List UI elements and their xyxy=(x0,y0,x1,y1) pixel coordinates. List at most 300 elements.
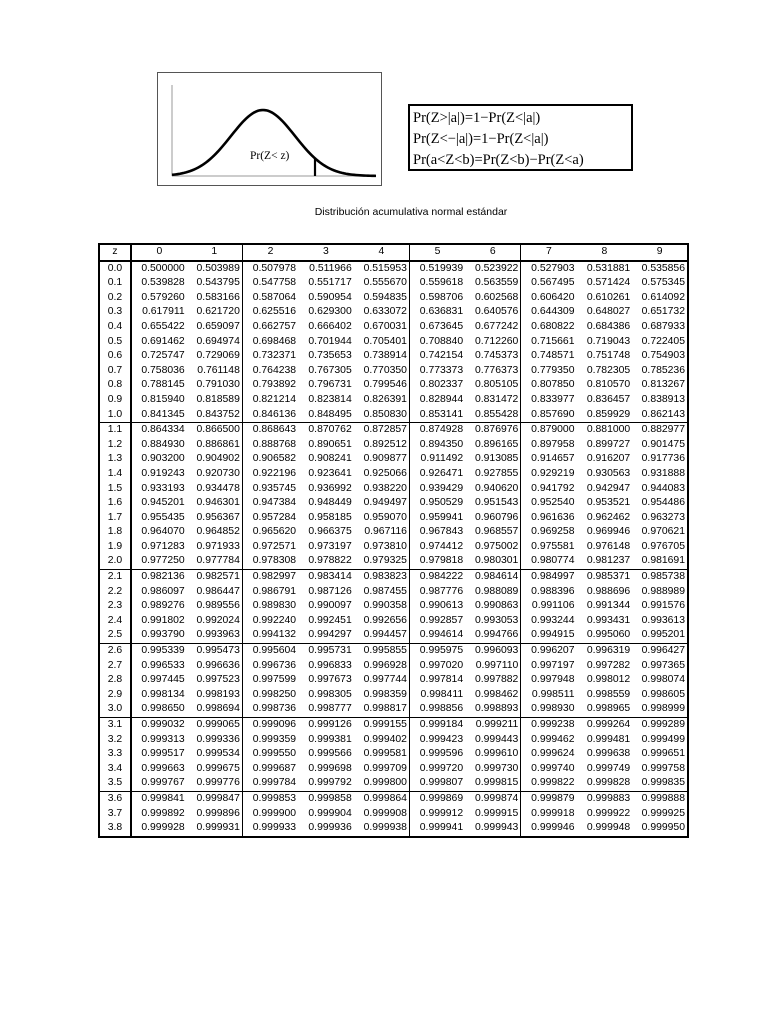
probability-cell: 0.998965 xyxy=(577,702,633,717)
z-value-cell: 3.8 xyxy=(99,821,131,837)
probability-cell: 0.930563 xyxy=(586,467,631,479)
probability-cell: 0.901475 xyxy=(641,438,685,450)
probability-cell: 0.999948 xyxy=(586,822,631,834)
probability-cell: 0.999550 xyxy=(252,748,297,760)
probability-cell: 0.983823 xyxy=(354,570,410,585)
table-row xyxy=(99,496,688,511)
probability-cell: 0.779350 xyxy=(531,364,575,376)
probability-cell: 0.882977 xyxy=(641,424,685,436)
probability-cell: 0.917736 xyxy=(641,453,685,465)
probability-cell: 0.872857 xyxy=(354,423,410,438)
probability-cell: 0.515953 xyxy=(354,261,410,277)
z-value-cell: 2.5 xyxy=(99,628,131,643)
table-row xyxy=(99,702,688,717)
probability-cell: 0.535856 xyxy=(641,262,685,274)
probability-cell: 0.868643 xyxy=(252,424,297,436)
probability-cell: 0.999928 xyxy=(141,822,185,834)
z-value-cell: 0.4 xyxy=(99,320,131,335)
probability-cell: 0.998411 xyxy=(420,688,464,700)
probability-cell: 0.988989 xyxy=(641,585,685,597)
probability-cell: 0.583166 xyxy=(187,291,243,306)
probability-cell: 0.644309 xyxy=(531,306,575,318)
probability-cell: 0.807850 xyxy=(531,379,575,391)
probability-cell: 0.999381 xyxy=(308,733,352,745)
probability-cell: 0.994915 xyxy=(521,628,577,643)
probability-cell: 0.606420 xyxy=(531,291,575,303)
probability-cell: 0.950529 xyxy=(419,497,464,509)
table-row xyxy=(99,762,688,777)
z-value-cell: 1.3 xyxy=(99,452,131,467)
probability-cell: 0.992656 xyxy=(354,614,410,629)
probability-cell: 0.782305 xyxy=(586,364,631,376)
probability-cell: 0.996636 xyxy=(187,659,243,674)
probability-cell: 0.897958 xyxy=(531,438,575,450)
z-value-cell: 2.2 xyxy=(99,585,131,600)
z-value-cell: 1.2 xyxy=(99,438,131,453)
formula-box xyxy=(408,104,633,171)
probability-cell: 0.670031 xyxy=(354,320,410,335)
probability-cell: 0.864334 xyxy=(141,424,185,436)
probability-cell: 0.571424 xyxy=(586,277,631,289)
table-row xyxy=(99,525,688,540)
z-value-cell: 2.1 xyxy=(99,570,131,585)
probability-cell: 0.773373 xyxy=(419,364,464,376)
table-row xyxy=(99,305,688,320)
probability-cell: 0.979325 xyxy=(354,554,410,569)
probability-cell: 0.987126 xyxy=(308,585,352,597)
probability-cell: 0.815940 xyxy=(141,393,185,405)
probability-cell: 0.956367 xyxy=(187,511,243,526)
table-row xyxy=(99,614,688,629)
probability-cell: 0.680822 xyxy=(531,320,575,332)
probability-cell: 0.999610 xyxy=(465,747,521,762)
probability-cell: 0.960796 xyxy=(465,511,521,526)
probability-cell: 0.793892 xyxy=(252,379,297,391)
probability-cell: 0.998777 xyxy=(298,702,354,717)
probability-cell: 0.999792 xyxy=(298,776,354,791)
probability-cell: 0.511966 xyxy=(309,262,352,274)
probability-cell: 0.712260 xyxy=(465,335,521,350)
table-row xyxy=(99,644,688,659)
probability-cell: 0.764238 xyxy=(252,364,297,376)
probability-cell: 0.567495 xyxy=(531,277,575,289)
probability-cell: 0.610261 xyxy=(586,291,631,303)
table-row xyxy=(99,335,688,350)
probability-cell: 0.999931 xyxy=(187,821,243,837)
probability-cell: 0.999709 xyxy=(354,762,410,777)
probability-cell: 0.999211 xyxy=(465,718,521,733)
column-header-0: 0 xyxy=(131,244,187,261)
probability-cell: 0.980774 xyxy=(521,554,577,569)
probability-cell: 0.999675 xyxy=(187,762,243,777)
probability-cell: 0.964070 xyxy=(141,526,185,538)
probability-cell: 0.999925 xyxy=(641,807,685,819)
table-row xyxy=(99,628,688,643)
probability-cell: 0.976148 xyxy=(586,540,631,552)
probability-cell: 0.802337 xyxy=(419,379,464,391)
probability-cell: 0.999566 xyxy=(308,748,352,760)
probability-cell: 0.987455 xyxy=(354,585,410,600)
table-row xyxy=(99,776,688,791)
probability-cell: 0.892512 xyxy=(354,438,410,453)
table-row xyxy=(99,807,688,822)
probability-cell: 0.989830 xyxy=(252,600,297,612)
probability-cell: 0.879000 xyxy=(531,424,575,436)
probability-cell: 0.984614 xyxy=(465,570,521,585)
probability-cell: 0.831472 xyxy=(465,393,521,408)
probability-cell: 0.999720 xyxy=(419,762,464,774)
probability-cell: 0.994614 xyxy=(409,628,465,643)
probability-cell: 0.999864 xyxy=(354,791,410,806)
probability-cell: 0.998694 xyxy=(187,702,243,717)
probability-cell: 0.985738 xyxy=(641,571,685,583)
probability-cell: 0.999096 xyxy=(252,719,297,730)
probability-cell: 0.913085 xyxy=(465,452,521,467)
probability-cell: 0.959070 xyxy=(354,511,410,526)
probability-cell: 0.999912 xyxy=(419,807,464,819)
probability-cell: 0.788145 xyxy=(141,379,185,391)
probability-cell: 0.999651 xyxy=(641,748,685,760)
table-row xyxy=(99,659,688,674)
probability-cell: 0.547758 xyxy=(252,277,297,289)
probability-cell: 0.940620 xyxy=(465,482,521,497)
probability-cell: 0.998250 xyxy=(252,688,297,700)
probability-cell: 0.999941 xyxy=(419,822,464,834)
probability-cell: 0.935745 xyxy=(252,482,297,494)
z-value-cell: 1.6 xyxy=(99,496,131,511)
probability-cell: 0.999184 xyxy=(419,719,464,730)
probability-cell: 0.944083 xyxy=(641,482,685,494)
z-value-cell: 2.7 xyxy=(99,659,131,674)
probability-cell: 0.640576 xyxy=(465,305,521,320)
probability-cell: 0.594835 xyxy=(354,291,410,306)
probability-cell: 0.853141 xyxy=(409,408,465,423)
z-value-cell: 1.0 xyxy=(99,408,131,423)
probability-cell: 0.995975 xyxy=(419,645,464,657)
probability-cell: 0.906582 xyxy=(252,453,297,465)
probability-cell: 0.991576 xyxy=(641,600,685,612)
probability-cell: 0.998305 xyxy=(308,688,352,700)
probability-cell: 0.655422 xyxy=(141,320,185,332)
probability-cell: 0.999596 xyxy=(419,748,464,760)
z-value-cell: 0.8 xyxy=(99,378,131,393)
z-value-cell: 1.1 xyxy=(99,423,131,438)
probability-cell: 0.617911 xyxy=(142,306,185,318)
probability-cell: 0.969946 xyxy=(586,526,631,538)
probability-cell: 0.976705 xyxy=(641,540,685,552)
z-value-cell: 1.7 xyxy=(99,511,131,526)
probability-cell: 0.987776 xyxy=(419,585,464,597)
probability-cell: 0.990613 xyxy=(419,600,464,612)
probability-cell: 0.965620 xyxy=(252,526,297,538)
probability-cell: 0.621720 xyxy=(187,305,243,320)
probability-cell: 0.629300 xyxy=(308,306,352,318)
formula-line-2: Pr(Z<−|a|)=1−Pr(Z<|a|) xyxy=(413,131,549,147)
probability-cell: 0.998605 xyxy=(641,688,685,700)
probability-cell: 0.996093 xyxy=(465,644,521,659)
probability-cell: 0.999730 xyxy=(465,762,521,777)
probability-cell: 0.791030 xyxy=(187,378,243,393)
probability-cell: 0.999858 xyxy=(308,792,352,804)
probability-cell: 0.999336 xyxy=(187,733,243,748)
probability-cell: 0.846136 xyxy=(242,408,298,423)
z-value-cell: 1.9 xyxy=(99,540,131,555)
column-header-5: 5 xyxy=(409,244,465,261)
probability-cell: 0.975002 xyxy=(465,540,521,555)
probability-cell: 0.989556 xyxy=(187,599,243,614)
probability-cell: 0.997110 xyxy=(465,659,521,674)
probability-cell: 0.997882 xyxy=(465,673,521,688)
probability-cell: 0.999517 xyxy=(141,748,185,760)
probability-cell: 0.866500 xyxy=(187,423,243,438)
probability-cell: 0.659097 xyxy=(187,320,243,335)
table-row xyxy=(99,423,688,438)
probability-cell: 0.994766 xyxy=(465,628,521,643)
probability-cell: 0.993244 xyxy=(531,614,575,626)
column-header-7: 7 xyxy=(521,244,577,261)
probability-cell: 0.986097 xyxy=(141,585,185,597)
probability-cell: 0.890651 xyxy=(308,438,352,450)
probability-cell: 0.998193 xyxy=(187,688,243,703)
probability-cell: 0.999847 xyxy=(187,791,243,806)
z-value-cell: 3.2 xyxy=(99,733,131,748)
probability-cell: 0.953521 xyxy=(586,497,631,509)
probability-cell: 0.993790 xyxy=(131,628,187,643)
table-row xyxy=(99,791,688,806)
probability-cell: 0.951543 xyxy=(465,496,521,511)
probability-cell: 0.821214 xyxy=(252,393,297,405)
probability-cell: 0.978308 xyxy=(242,554,298,569)
probability-cell: 0.999943 xyxy=(465,821,521,837)
probability-cell: 0.884930 xyxy=(141,438,185,450)
table-row xyxy=(99,452,688,467)
table-row xyxy=(99,821,688,837)
formula-line-1: Pr(Z>|a|)=1−Pr(Z<|a|) xyxy=(413,110,541,126)
probability-cell: 0.999892 xyxy=(141,807,185,819)
probability-cell: 0.551717 xyxy=(308,277,352,289)
probability-cell: 0.992240 xyxy=(252,614,297,626)
probability-cell: 0.936992 xyxy=(308,482,352,494)
probability-cell: 0.999800 xyxy=(354,776,410,791)
z-value-cell: 0.6 xyxy=(99,349,131,364)
probability-cell: 0.810570 xyxy=(586,379,631,391)
probability-cell: 0.948449 xyxy=(308,497,352,509)
probability-cell: 0.938220 xyxy=(354,482,410,497)
probability-cell: 0.999883 xyxy=(586,792,631,804)
table-row xyxy=(99,554,688,569)
probability-cell: 0.843752 xyxy=(187,408,243,423)
table-row xyxy=(99,364,688,379)
probability-cell: 0.602568 xyxy=(465,291,521,306)
probability-cell: 0.995339 xyxy=(141,645,185,657)
probability-cell: 0.952540 xyxy=(531,497,575,509)
probability-cell: 0.732371 xyxy=(252,350,297,362)
probability-cell: 0.941792 xyxy=(531,482,575,494)
probability-cell: 0.813267 xyxy=(641,379,685,391)
probability-cell: 0.992024 xyxy=(187,614,243,629)
probability-cell: 0.598706 xyxy=(419,291,464,303)
probability-cell: 0.559618 xyxy=(419,277,464,289)
probability-cell: 0.934478 xyxy=(187,482,243,497)
probability-cell: 0.999841 xyxy=(141,792,185,804)
probability-cell: 0.999663 xyxy=(141,762,185,774)
probability-cell: 0.995473 xyxy=(187,644,243,659)
column-header-6: 6 xyxy=(465,244,521,261)
probability-cell: 0.997948 xyxy=(531,674,575,686)
probability-cell: 0.991802 xyxy=(141,614,185,626)
probability-cell: 0.555670 xyxy=(354,276,410,291)
probability-cell: 0.998999 xyxy=(632,702,688,717)
probability-cell: 0.999767 xyxy=(131,776,187,791)
probability-cell: 0.993053 xyxy=(465,614,521,629)
probability-cell: 0.977784 xyxy=(187,554,243,569)
probability-cell: 0.922196 xyxy=(252,467,297,479)
probability-cell: 0.997020 xyxy=(419,659,464,671)
z-value-cell: 0.3 xyxy=(99,305,131,320)
probability-cell: 0.999749 xyxy=(586,762,631,774)
probability-cell: 0.666402 xyxy=(308,320,352,332)
probability-cell: 0.999065 xyxy=(187,718,243,733)
z-value-cell: 1.4 xyxy=(99,467,131,482)
probability-cell: 0.999946 xyxy=(531,822,575,834)
probability-cell: 0.990863 xyxy=(465,599,521,614)
probability-cell: 0.719043 xyxy=(586,335,631,347)
probability-cell: 0.988696 xyxy=(586,585,631,597)
probability-cell: 0.999126 xyxy=(308,719,352,730)
probability-cell: 0.999853 xyxy=(252,792,297,804)
table-row xyxy=(99,747,688,762)
probability-cell: 0.997197 xyxy=(531,659,575,671)
probability-cell: 0.999807 xyxy=(409,776,465,791)
probability-cell: 0.903200 xyxy=(141,453,185,465)
probability-cell: 0.955435 xyxy=(141,511,185,523)
table-row xyxy=(99,276,688,291)
probability-cell: 0.984997 xyxy=(531,571,575,583)
probability-cell: 0.995855 xyxy=(354,644,410,659)
probability-cell: 0.687933 xyxy=(641,320,685,332)
probability-cell: 0.925066 xyxy=(354,467,410,482)
z-value-cell: 2.6 xyxy=(99,644,131,659)
probability-cell: 0.999933 xyxy=(252,822,297,834)
probability-cell: 0.972571 xyxy=(252,540,297,552)
probability-cell: 0.999638 xyxy=(586,748,631,760)
probability-cell: 0.805105 xyxy=(465,378,521,393)
probability-cell: 0.662757 xyxy=(252,320,297,332)
probability-cell: 0.942947 xyxy=(586,482,631,494)
probability-cell: 0.625516 xyxy=(252,306,297,318)
probability-cell: 0.998817 xyxy=(354,702,410,717)
probability-cell: 0.998134 xyxy=(141,688,185,700)
z-value-cell: 3.5 xyxy=(99,776,131,791)
probability-cell: 0.579260 xyxy=(141,291,185,303)
probability-cell: 0.998012 xyxy=(586,674,631,686)
probability-cell: 0.997523 xyxy=(187,673,243,688)
probability-cell: 0.945201 xyxy=(141,497,185,509)
z-value-cell: 1.8 xyxy=(99,525,131,540)
probability-cell: 0.970621 xyxy=(641,526,685,538)
probability-cell: 0.992857 xyxy=(419,614,464,626)
probability-cell: 0.999776 xyxy=(187,776,243,791)
probability-cell: 0.995731 xyxy=(308,645,352,657)
probability-cell: 0.999938 xyxy=(354,821,410,837)
probability-cell: 0.694974 xyxy=(187,335,243,350)
probability-cell: 0.874928 xyxy=(419,424,464,436)
probability-cell: 0.857690 xyxy=(521,408,577,423)
column-header-2: 2 xyxy=(242,244,298,261)
probability-cell: 0.758036 xyxy=(141,364,185,376)
probability-cell: 0.748571 xyxy=(531,350,575,362)
probability-cell: 0.975581 xyxy=(531,540,575,552)
probability-cell: 0.994132 xyxy=(242,628,298,643)
probability-cell: 0.999869 xyxy=(419,792,464,804)
table-row xyxy=(99,540,688,555)
probability-cell: 0.958185 xyxy=(308,511,352,523)
table-header-row xyxy=(99,244,688,261)
probability-cell: 0.998650 xyxy=(131,702,187,717)
probability-cell: 0.999888 xyxy=(641,792,685,804)
probability-cell: 0.999402 xyxy=(354,733,410,748)
probability-cell: 0.507978 xyxy=(252,262,297,274)
table-row xyxy=(99,467,688,482)
probability-cell: 0.523922 xyxy=(465,261,521,277)
probability-cell: 0.916207 xyxy=(586,453,631,465)
table-row xyxy=(99,291,688,306)
probability-cell: 0.999918 xyxy=(531,807,575,819)
probability-cell: 0.973197 xyxy=(308,540,352,552)
z-value-cell: 0.5 xyxy=(99,335,131,350)
probability-cell: 0.931888 xyxy=(641,467,685,479)
probability-cell: 0.926471 xyxy=(419,467,464,479)
probability-cell: 0.927855 xyxy=(465,467,521,482)
probability-cell: 0.999032 xyxy=(141,719,185,730)
probability-cell: 0.587064 xyxy=(252,291,297,303)
probability-cell: 0.754903 xyxy=(641,350,685,362)
bell-curve-line xyxy=(172,110,376,176)
probability-cell: 0.911492 xyxy=(420,453,464,465)
probability-cell: 0.919243 xyxy=(141,467,185,479)
probability-cell: 0.881000 xyxy=(586,424,631,436)
probability-cell: 0.973810 xyxy=(354,540,410,555)
column-header-z: z xyxy=(99,244,131,261)
probability-cell: 0.982997 xyxy=(252,571,297,583)
probability-cell: 0.993963 xyxy=(187,628,243,643)
probability-cell: 0.767305 xyxy=(308,364,352,376)
probability-cell: 0.978822 xyxy=(298,554,354,569)
probability-cell: 0.999238 xyxy=(531,719,575,730)
probability-cell: 0.838913 xyxy=(641,393,685,405)
z-value-cell: 0.1 xyxy=(99,276,131,291)
curve-area-label: Pr(Z< z) xyxy=(250,150,290,162)
z-value-cell: 2.3 xyxy=(99,599,131,614)
normal-curve-figure xyxy=(157,72,382,186)
table-row xyxy=(99,511,688,526)
probability-cell: 0.539828 xyxy=(141,277,185,289)
z-value-cell: 3.7 xyxy=(99,807,131,822)
probability-cell: 0.982136 xyxy=(141,571,185,583)
probability-cell: 0.725747 xyxy=(141,350,185,362)
probability-cell: 0.888768 xyxy=(252,438,297,450)
probability-cell: 0.531881 xyxy=(586,262,631,274)
z-value-cell: 1.5 xyxy=(99,482,131,497)
probability-cell: 0.997599 xyxy=(252,674,297,686)
probability-cell: 0.996533 xyxy=(141,659,185,671)
table-row xyxy=(99,408,688,423)
probability-cell: 0.998736 xyxy=(242,702,298,717)
probability-cell: 0.633072 xyxy=(354,305,410,320)
column-header-9: 9 xyxy=(632,244,688,261)
probability-cell: 0.986791 xyxy=(252,585,297,597)
probability-cell: 0.870762 xyxy=(308,424,352,436)
